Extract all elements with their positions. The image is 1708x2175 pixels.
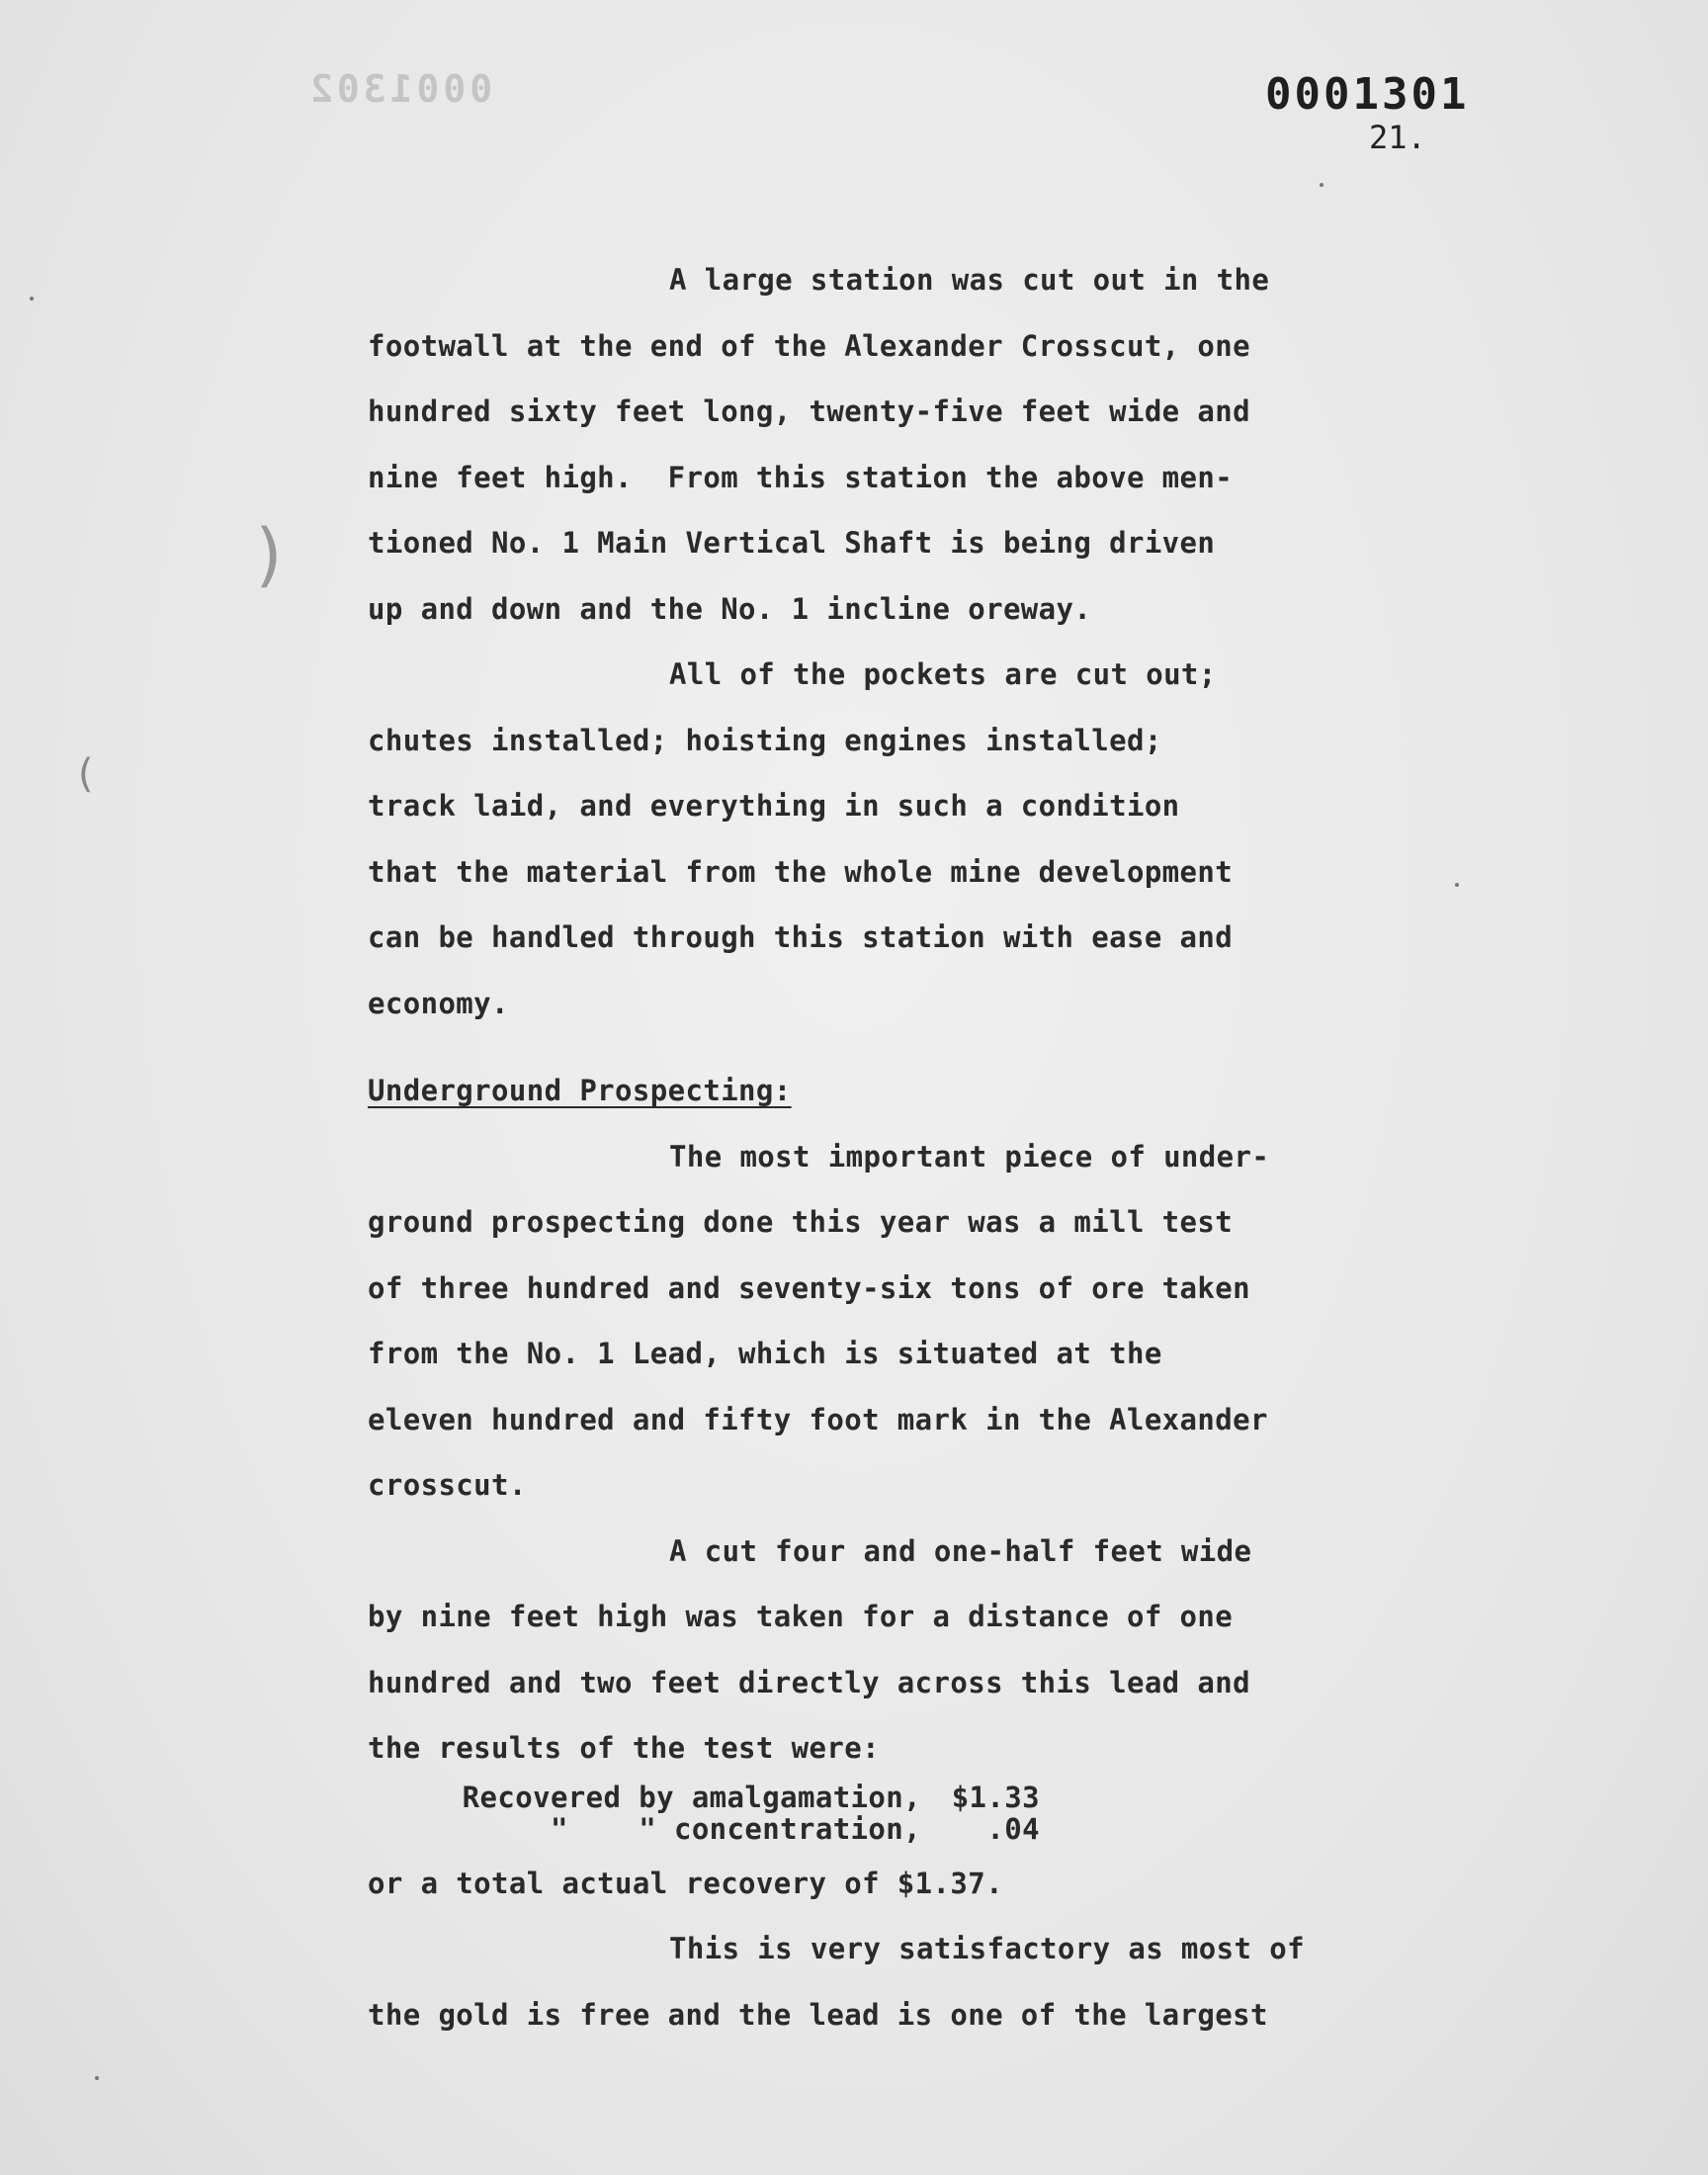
text-line: All of the pockets are cut out; [669, 657, 1217, 691]
paragraph-total [368, 1851, 1415, 1917]
text-line: by nine feet high was taken for a distance of one [368, 1600, 1234, 1633]
results-row [368, 1782, 1415, 1813]
text-line: can be handled through this station with ease and [368, 920, 1234, 954]
margin-mark: ) [249, 514, 292, 595]
text-line: eleven hundred and fifty foot mark in the Alexander [368, 1402, 1268, 1436]
results-table [368, 1782, 1415, 1845]
text-line: A large station was cut out in the [669, 263, 1270, 297]
results-label: Recovered by amalgamation, [462, 1780, 921, 1814]
text-line: ground prospecting done this year was a mill test [368, 1205, 1234, 1239]
text-line: hundred sixty feet long, twenty-five feet wide and [368, 394, 1250, 428]
speck [95, 2076, 99, 2080]
body-text [368, 247, 1415, 2047]
text-line: hundred and two feet directly across this lead and [368, 1665, 1250, 1699]
section-heading: Underground Prospecting: [368, 1074, 792, 1107]
page-number: 21. [1369, 119, 1426, 156]
text-line: The most important piece of under- [669, 1139, 1270, 1174]
paragraph-pockets [368, 642, 1415, 1036]
text-line: economy. [368, 986, 509, 1020]
text-line: that the material from the whole mine development [368, 854, 1234, 889]
bleed-through-number: 0001302 [306, 67, 493, 111]
text-line: track laid, and everything in such a condition [368, 789, 1180, 823]
text-line: from the No. 1 Lead, which is situated at the [368, 1337, 1162, 1370]
results-amount: .04 [986, 1811, 1040, 1846]
text-line: This is very satisfactory as most of [669, 1932, 1305, 1965]
text-line: or a total actual recovery of $1.37. [368, 1866, 1003, 1900]
paragraph-cut [368, 1519, 1415, 1782]
results-label: " " concentration, [550, 1811, 921, 1846]
results-row [368, 1813, 1415, 1845]
margin-mark: ( [73, 751, 98, 797]
paragraph-satisfactory [368, 1916, 1415, 2047]
text-line: of three hundred and seventy-six tons of ore taken [368, 1270, 1250, 1305]
text-line: the gold is free and the lead is one of the largest [368, 1997, 1268, 2032]
text-line: tioned No. 1 Main Vertical Shaft is being driven [368, 526, 1216, 560]
text-line: A cut four and one-half feet wide [669, 1533, 1252, 1568]
paragraph-prospecting [368, 1124, 1415, 1519]
text-line: the results of the test were: [368, 1731, 880, 1765]
speck [1320, 183, 1324, 187]
text-line: up and down and the No. 1 incline oreway. [368, 591, 1092, 626]
text-line: footwall at the end of the Alexander Crosscut, one [368, 328, 1250, 363]
text-line: crosscut. [368, 1468, 527, 1502]
document-number: 0001301 [1265, 69, 1470, 120]
results-amount: $1.33 [951, 1780, 1040, 1814]
speck [1455, 883, 1459, 887]
text-line: chutes installed; hoisting engines installed; [368, 723, 1162, 757]
text-line: nine feet high. From this station the above men- [368, 460, 1234, 494]
speck [30, 297, 34, 301]
paragraph-station [368, 247, 1415, 642]
